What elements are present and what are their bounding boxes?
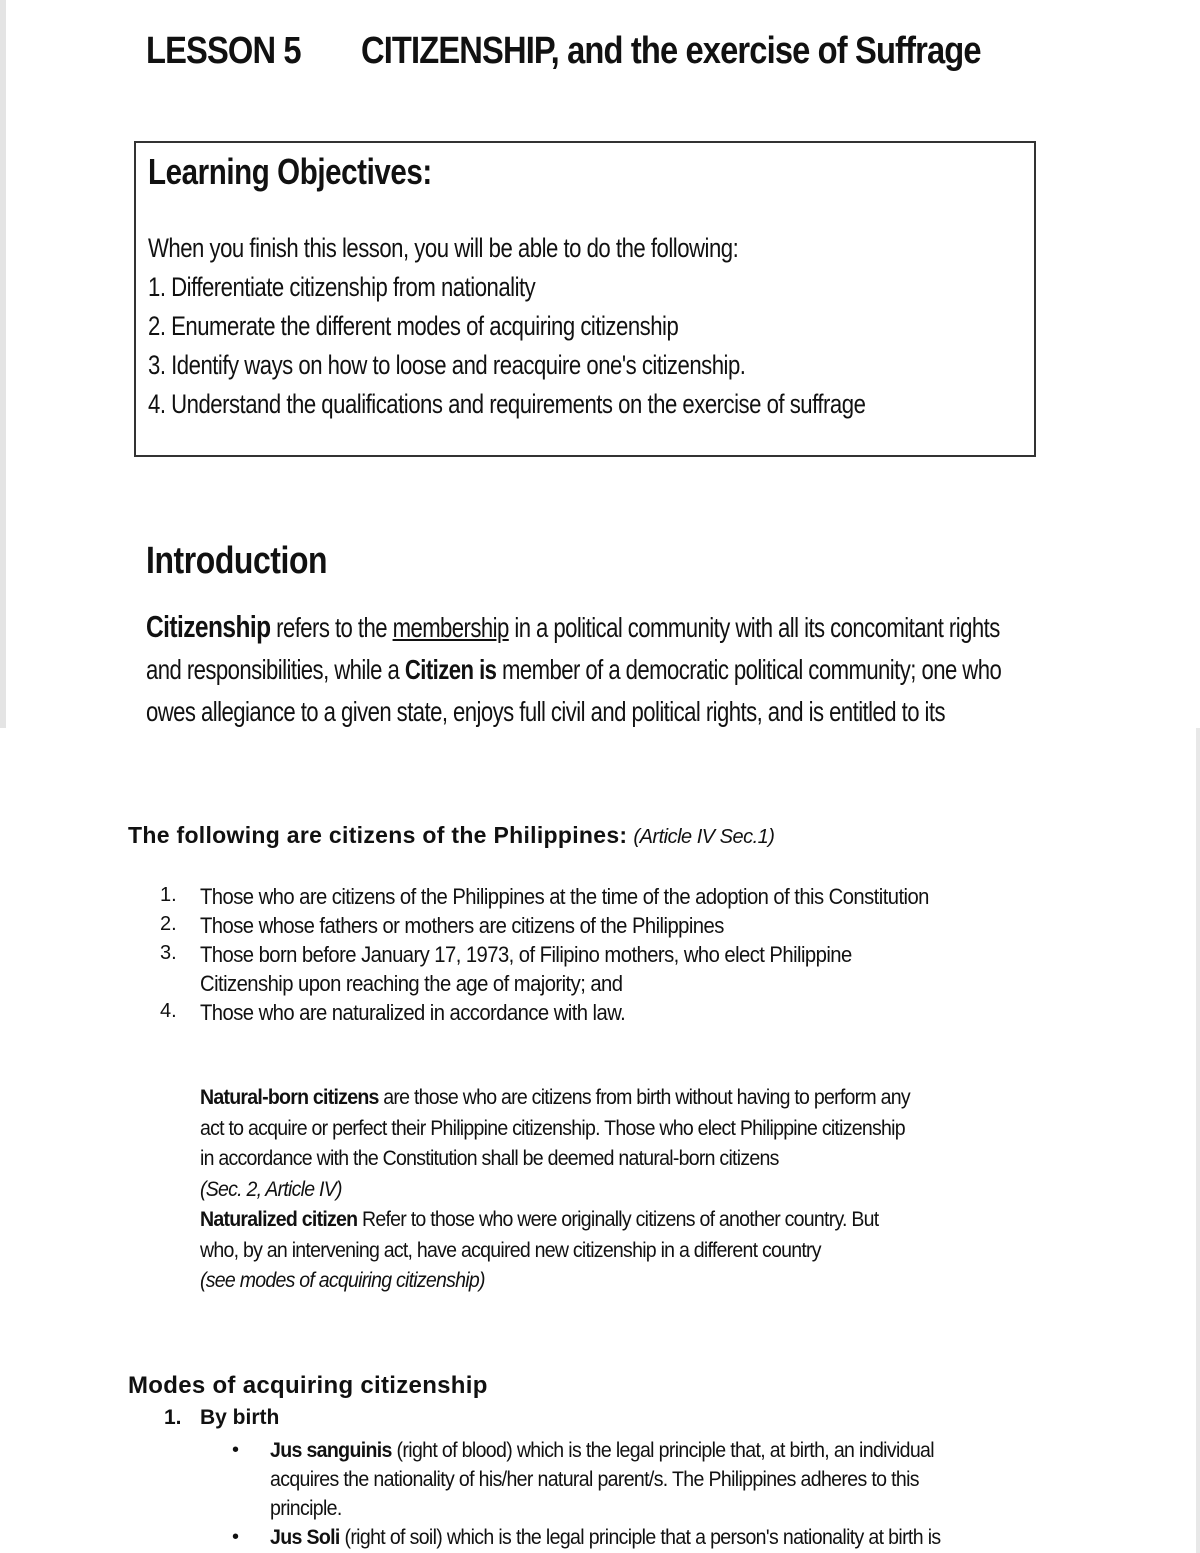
page-edge-right	[1196, 728, 1200, 1553]
list-number: 1.	[160, 884, 177, 906]
bullet-text: (right of blood) which is the legal principle that, at birth, an individual	[391, 1439, 934, 1462]
list-number: 4.	[160, 1000, 177, 1022]
reference-text: (Sec. 2, Article IV)	[200, 1177, 342, 1201]
citizens-heading-text: The following are citizens of the Philippines:	[128, 822, 628, 848]
term-naturalized: Naturalized citizen	[200, 1208, 358, 1231]
objectives-lead: When you finish this lesson, you will be able to do the following:	[148, 233, 739, 263]
list-text: Those born before January 17, 1973, of Filipino mothers, who elect Philippine	[200, 942, 852, 967]
objectives-heading: Learning Objectives:	[148, 151, 432, 192]
intro-line: owes allegiance to a given state, enjoys full civil and political rights, and is entitled to its	[146, 696, 945, 727]
intro-text: refers to the	[270, 612, 393, 643]
term-natural-born: Natural-born citizens	[200, 1086, 379, 1109]
list-text: Those whose fathers or mothers are citizens of the Philippines	[200, 913, 724, 938]
definition-text: Refer to those who were originally citizens of another country. But	[357, 1208, 879, 1231]
page-edge-left	[0, 0, 6, 728]
lesson-topic: CITIZENSHIP, and the exercise of Suffrage	[360, 30, 981, 72]
modes-bullets	[232, 1436, 991, 1552]
modes-subitem	[164, 1406, 279, 1430]
membership-link[interactable]: membership	[392, 612, 509, 643]
introduction-paragraph	[146, 606, 1200, 733]
definition-text: are those who are citizens from birth without having to perform any	[378, 1086, 910, 1109]
list-number: 3.	[160, 942, 177, 964]
bullet-icon: •	[232, 1526, 240, 1548]
citizens-heading	[128, 822, 774, 849]
objectives-list	[148, 229, 1023, 424]
lesson-number: LESSON 5	[146, 30, 301, 72]
intro-line	[146, 606, 999, 649]
bullet-item	[232, 1523, 991, 1552]
list-number: 2.	[160, 913, 177, 935]
objective-item: 4. Understand the qualifications and requirements on the exercise of suffrage	[148, 389, 866, 419]
definition-line: who, by an intervening act, have acquired new citizenship in a different country	[200, 1238, 821, 1262]
intro-text: and responsibilities, while a	[146, 654, 405, 685]
list-text: Those who are citizens of the Philippines at the time of the adoption of this Constitution	[200, 884, 929, 909]
intro-text: in a political community with all its concomitant rights	[508, 612, 1000, 643]
bullet-item	[232, 1436, 991, 1523]
reference-text: (see modes of acquiring citizenship)	[200, 1269, 485, 1292]
bullet-line	[270, 1523, 941, 1552]
citizens-reference: (Article IV Sec.1)	[633, 826, 775, 848]
definition-line	[200, 1083, 910, 1114]
list-text: Those who are naturalized in accordance with law.	[200, 1000, 626, 1025]
term-citizen: Citizen is	[404, 654, 497, 685]
learning-objectives-box	[134, 141, 1036, 457]
objective-item: 2. Enumerate the different modes of acquiring citizenship	[148, 311, 679, 341]
intro-text: member of a democratic political community; one who	[496, 654, 1002, 685]
lesson-title	[146, 30, 981, 73]
definition-line	[200, 1205, 910, 1236]
definition-line: act to acquire or perfect their Philippine citizenship. Those who elect Philippine citizenship	[200, 1116, 905, 1140]
term-jus-soli: Jus Soli	[270, 1526, 340, 1549]
bullet-icon: •	[232, 1439, 240, 1461]
intro-line	[146, 649, 1002, 691]
bullet-line: principle.	[270, 1497, 342, 1520]
bullet-line	[270, 1436, 941, 1465]
bullet-line: acquires the nationality of his/her natural parent/s. The Philippines adheres to this	[270, 1468, 919, 1491]
modes-heading: Modes of acquiring citizenship	[128, 1372, 488, 1399]
definition-reference	[200, 1175, 910, 1206]
term-jus-sanguinis: Jus sanguinis	[270, 1439, 392, 1462]
list-number: 1.	[164, 1406, 182, 1429]
objective-item: 1. Differentiate citizenship from nationality	[148, 272, 536, 302]
list-text: Citizenship upon reaching the age of majority; and	[200, 971, 623, 996]
definitions	[200, 1083, 963, 1297]
definition-line: in accordance with the Constitution shall be deemed natural-born citizens	[200, 1147, 779, 1170]
objective-item: 3. Identify ways on how to loose and reacquire one's citizenship.	[148, 350, 746, 380]
term-citizenship: Citizenship	[146, 609, 271, 644]
modes-subitem-label: By birth	[200, 1406, 280, 1429]
definition-reference	[200, 1266, 910, 1297]
introduction-heading: Introduction	[146, 540, 328, 582]
bullet-text: (right of soil) which is the legal principle that a person's nationality at birth is	[339, 1526, 941, 1549]
